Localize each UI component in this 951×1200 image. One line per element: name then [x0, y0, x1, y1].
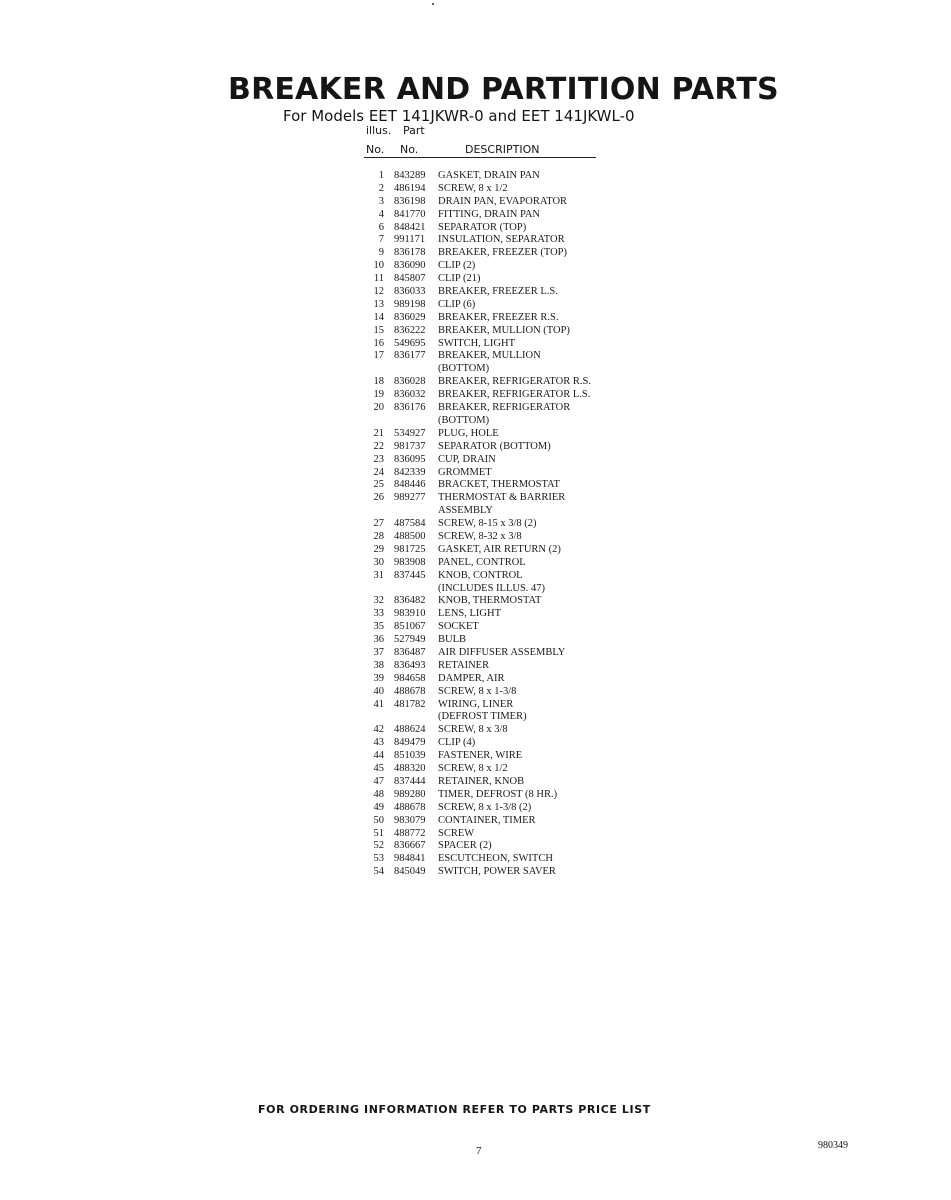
- part-number: 836177: [394, 350, 426, 362]
- part-number: 845049: [394, 866, 426, 878]
- part-number: 837445: [394, 569, 426, 581]
- part-description: BULB: [438, 634, 467, 646]
- part-description: BREAKER, FREEZER (TOP): [438, 247, 568, 259]
- parts-row: [366, 621, 628, 634]
- parts-row: [366, 479, 628, 492]
- illus-number: 1: [378, 170, 384, 181]
- part-description: PLUG, HOLE: [438, 427, 499, 439]
- parts-row: [366, 776, 628, 789]
- parts-row: [366, 467, 628, 480]
- illus-number: 26: [373, 492, 384, 504]
- part-number: 488678: [394, 801, 426, 813]
- parts-row: [366, 828, 628, 841]
- parts-row: [366, 402, 628, 428]
- part-number: 836090: [394, 260, 426, 272]
- part-description: BREAKER, REFRIGERATOR (BOTTOM): [438, 402, 571, 426]
- illus-number: 51: [373, 827, 384, 839]
- parts-row: [366, 247, 628, 260]
- parts-row: [366, 647, 628, 660]
- part-number: 843289: [394, 170, 426, 181]
- header-part-no: No.: [400, 143, 419, 156]
- document-number: 980349: [818, 1140, 848, 1151]
- illus-number: 21: [373, 427, 384, 439]
- parts-row: [366, 737, 628, 750]
- parts-row: [366, 660, 628, 673]
- parts-row: [366, 492, 628, 518]
- illus-number: 41: [373, 698, 384, 710]
- parts-row: [366, 750, 628, 763]
- part-description: INSULATION, SEPARATOR: [438, 234, 565, 246]
- parts-row: [366, 299, 628, 312]
- part-description: SCREW, 8 x 1/2: [438, 182, 508, 194]
- part-description: BREAKER, FREEZER L.S.: [438, 286, 558, 298]
- illus-number: 6: [378, 221, 384, 233]
- part-description: SWITCH, LIGHT: [438, 337, 515, 349]
- illus-number: 54: [373, 866, 384, 878]
- illus-number: 37: [373, 647, 384, 659]
- parts-row: [366, 686, 628, 699]
- part-number: 837444: [394, 775, 426, 787]
- part-description: BRACKET, THERMOSTAT: [438, 479, 560, 491]
- header-description: DESCRIPTION: [465, 143, 540, 156]
- parts-row: [366, 634, 628, 647]
- part-description: RETAINER, KNOB: [438, 775, 525, 787]
- illus-number: 30: [373, 556, 384, 568]
- part-description: SCREW, 8-15 x 3/8 (2): [438, 518, 537, 530]
- part-description: CONTAINER, TIMER: [438, 814, 536, 826]
- part-number: 841770: [394, 208, 426, 220]
- parts-row: [366, 350, 628, 376]
- parts-row: [366, 802, 628, 815]
- part-number: 836493: [394, 659, 426, 671]
- part-number: 486194: [394, 182, 426, 194]
- part-description: TIMER, DEFROST (8 HR.): [438, 788, 558, 800]
- part-number: 836222: [394, 324, 426, 336]
- illus-number: 17: [373, 350, 384, 362]
- part-number: 991171: [394, 234, 426, 246]
- illus-number: 33: [373, 608, 384, 620]
- part-description: CLIP (4): [438, 737, 476, 749]
- part-description: KNOB, CONTROL (INCLUDES ILLUS. 47): [438, 569, 546, 594]
- header-illus-no: No.: [366, 143, 385, 156]
- part-number: 851039: [394, 750, 426, 762]
- parts-row: [366, 570, 628, 596]
- part-description: CLIP (21): [438, 273, 481, 285]
- page-subtitle: For Models EET 141JKWR-0 and EET 141JKWL-0: [283, 107, 635, 125]
- illus-number: 47: [373, 775, 384, 787]
- parts-row: [366, 544, 628, 557]
- part-number: 836176: [394, 402, 426, 414]
- parts-row: [366, 234, 628, 247]
- illus-number: 32: [373, 595, 384, 607]
- parts-row: [366, 815, 628, 828]
- part-number: 527949: [394, 634, 426, 646]
- parts-row: [366, 853, 628, 866]
- ordering-footer: FOR ORDERING INFORMATION REFER TO PARTS PRICE LIST: [258, 1103, 651, 1116]
- parts-row: [366, 222, 628, 235]
- part-number: 836178: [394, 247, 426, 259]
- parts-list: [366, 170, 628, 879]
- illus-number: 16: [373, 337, 384, 349]
- illus-number: 24: [373, 466, 384, 478]
- parts-row: [366, 286, 628, 299]
- header-illus: illus.: [366, 124, 392, 137]
- part-description: SCREW, 8 x 3/8: [438, 724, 508, 736]
- part-number: 836029: [394, 311, 426, 323]
- parts-row: [366, 840, 628, 853]
- illus-number: 25: [373, 479, 384, 491]
- parts-row: [366, 557, 628, 570]
- part-description: CLIP (6): [438, 298, 476, 310]
- page-number: 7: [476, 1145, 482, 1157]
- illus-number: 18: [373, 376, 384, 388]
- part-number: 836482: [394, 595, 426, 607]
- illus-number: 22: [373, 440, 384, 452]
- part-number: 836032: [394, 389, 426, 401]
- part-number: 488500: [394, 530, 426, 542]
- part-number: 836667: [394, 840, 426, 852]
- part-description: KNOB, THERMOSTAT: [438, 595, 542, 607]
- part-description: SEPARATOR (BOTTOM): [438, 440, 551, 452]
- illus-number: 38: [373, 659, 384, 671]
- parts-row: [366, 170, 628, 183]
- part-description: BREAKER, MULLION (BOTTOM): [438, 350, 541, 375]
- illus-number: 44: [373, 750, 384, 762]
- parts-row: [366, 183, 628, 196]
- illus-number: 45: [373, 763, 384, 775]
- illus-number: 3: [378, 195, 384, 207]
- part-description: SCREW, 8-32 x 3/8: [438, 530, 522, 542]
- illus-number: 27: [373, 518, 384, 530]
- part-number: 836487: [394, 647, 426, 659]
- parts-row: [366, 531, 628, 544]
- part-number: 984658: [394, 672, 426, 684]
- part-description: CUP, DRAIN: [438, 453, 496, 465]
- parts-row: [366, 789, 628, 802]
- illus-number: 31: [373, 569, 384, 581]
- illus-number: 4: [378, 208, 384, 220]
- illus-number: 14: [373, 311, 384, 323]
- part-description: GASKET, DRAIN PAN: [438, 170, 540, 181]
- parts-row: [366, 518, 628, 531]
- part-number: 989198: [394, 298, 426, 310]
- part-description: SCREW, 8 x 1-3/8: [438, 685, 517, 697]
- part-number: 848446: [394, 479, 426, 491]
- parts-row: [366, 724, 628, 737]
- parts-row: [366, 441, 628, 454]
- part-number: 488772: [394, 827, 426, 839]
- part-description: PANEL, CONTROL: [438, 556, 526, 568]
- parts-row: [366, 699, 628, 725]
- part-number: 984841: [394, 853, 426, 865]
- parts-row: [366, 595, 628, 608]
- header-part: Part: [403, 124, 425, 137]
- illus-number: 40: [373, 685, 384, 697]
- part-description: WIRING, LINER (DEFROST TIMER): [438, 698, 527, 723]
- part-number: 549695: [394, 337, 426, 349]
- part-number: 836095: [394, 453, 426, 465]
- part-description: BREAKER, REFRIGERATOR L.S.: [438, 389, 591, 401]
- illus-number: 53: [373, 853, 384, 865]
- part-number: 981725: [394, 543, 426, 555]
- illus-number: 7: [378, 234, 384, 246]
- parts-row: [366, 325, 628, 338]
- part-number: 989280: [394, 788, 426, 800]
- part-number: 836028: [394, 376, 426, 388]
- scan-speck: [432, 3, 434, 5]
- header-rule: [364, 157, 596, 158]
- part-description: SWITCH, POWER SAVER: [438, 866, 556, 878]
- part-description: LENS, LIGHT: [438, 608, 501, 620]
- illus-number: 36: [373, 634, 384, 646]
- part-description: CLIP (2): [438, 260, 476, 272]
- illus-number: 39: [373, 672, 384, 684]
- part-description: SCREW: [438, 827, 475, 839]
- illus-number: 11: [373, 273, 384, 285]
- parts-row: [366, 763, 628, 776]
- parts-row: [366, 866, 628, 879]
- part-number: 848421: [394, 221, 426, 233]
- illus-number: 35: [373, 621, 384, 633]
- part-number: 836198: [394, 195, 426, 207]
- part-number: 836033: [394, 286, 426, 298]
- parts-row: [366, 209, 628, 222]
- parts-row: [366, 428, 628, 441]
- illus-number: 52: [373, 840, 384, 852]
- part-description: SEPARATOR (TOP): [438, 221, 527, 233]
- part-description: DAMPER, AIR: [438, 672, 505, 684]
- part-description: BREAKER, FREEZER R.S.: [438, 311, 559, 323]
- part-description: RETAINER: [438, 659, 490, 671]
- illus-number: 20: [373, 402, 384, 414]
- part-description: GROMMET: [438, 466, 492, 478]
- part-description: GASKET, AIR RETURN (2): [438, 543, 561, 555]
- parts-row: [366, 608, 628, 621]
- illus-number: 19: [373, 389, 384, 401]
- parts-row: [366, 196, 628, 209]
- part-number: 842339: [394, 466, 426, 478]
- illus-number: 9: [378, 247, 384, 259]
- illus-number: 43: [373, 737, 384, 749]
- part-number: 851067: [394, 621, 426, 633]
- parts-row: [366, 376, 628, 389]
- part-description: BREAKER, MULLION (TOP): [438, 324, 570, 336]
- parts-row: [366, 273, 628, 286]
- part-number: 849479: [394, 737, 426, 749]
- illus-number: 15: [373, 324, 384, 336]
- illus-number: 10: [373, 260, 384, 272]
- part-number: 989277: [394, 492, 426, 504]
- parts-row: [366, 673, 628, 686]
- illus-number: 49: [373, 801, 384, 813]
- parts-row: [366, 389, 628, 402]
- part-description: FASTENER, WIRE: [438, 750, 523, 762]
- illus-number: 48: [373, 788, 384, 800]
- illus-number: 23: [373, 453, 384, 465]
- part-description: ESCUTCHEON, SWITCH: [438, 853, 553, 865]
- parts-row: [366, 454, 628, 467]
- part-number: 983910: [394, 608, 426, 620]
- part-number: 488678: [394, 685, 426, 697]
- illus-number: 42: [373, 724, 384, 736]
- illus-number: 50: [373, 814, 384, 826]
- parts-row: [366, 312, 628, 325]
- part-description: SOCKET: [438, 621, 479, 633]
- illus-number: 28: [373, 530, 384, 542]
- illus-number: 2: [378, 182, 384, 194]
- part-number: 488320: [394, 763, 426, 775]
- part-number: 983079: [394, 814, 426, 826]
- part-number: 983908: [394, 556, 426, 568]
- part-number: 481782: [394, 698, 426, 710]
- illus-number: 12: [373, 286, 384, 298]
- part-description: SCREW, 8 x 1-3/8 (2): [438, 801, 532, 813]
- part-description: THERMOSTAT & BARRIER ASSEMBLY: [438, 492, 566, 517]
- part-number: 981737: [394, 440, 426, 452]
- illus-number: 29: [373, 543, 384, 555]
- parts-row: [366, 338, 628, 351]
- parts-row: [366, 260, 628, 273]
- part-description: AIR DIFFUSER ASSEMBLY: [438, 647, 566, 659]
- page-title: BREAKER AND PARTITION PARTS: [228, 72, 779, 107]
- part-description: FITTING, DRAIN PAN: [438, 208, 540, 220]
- part-number: 487584: [394, 518, 426, 530]
- part-number: 534927: [394, 427, 426, 439]
- part-description: SPACER (2): [438, 840, 492, 852]
- part-number: 488624: [394, 724, 426, 736]
- part-number: 845807: [394, 273, 426, 285]
- part-description: BREAKER, REFRIGERATOR R.S.: [438, 376, 591, 388]
- illus-number: 13: [373, 298, 384, 310]
- part-description: SCREW, 8 x 1/2: [438, 763, 508, 775]
- part-description: DRAIN PAN, EVAPORATOR: [438, 195, 568, 207]
